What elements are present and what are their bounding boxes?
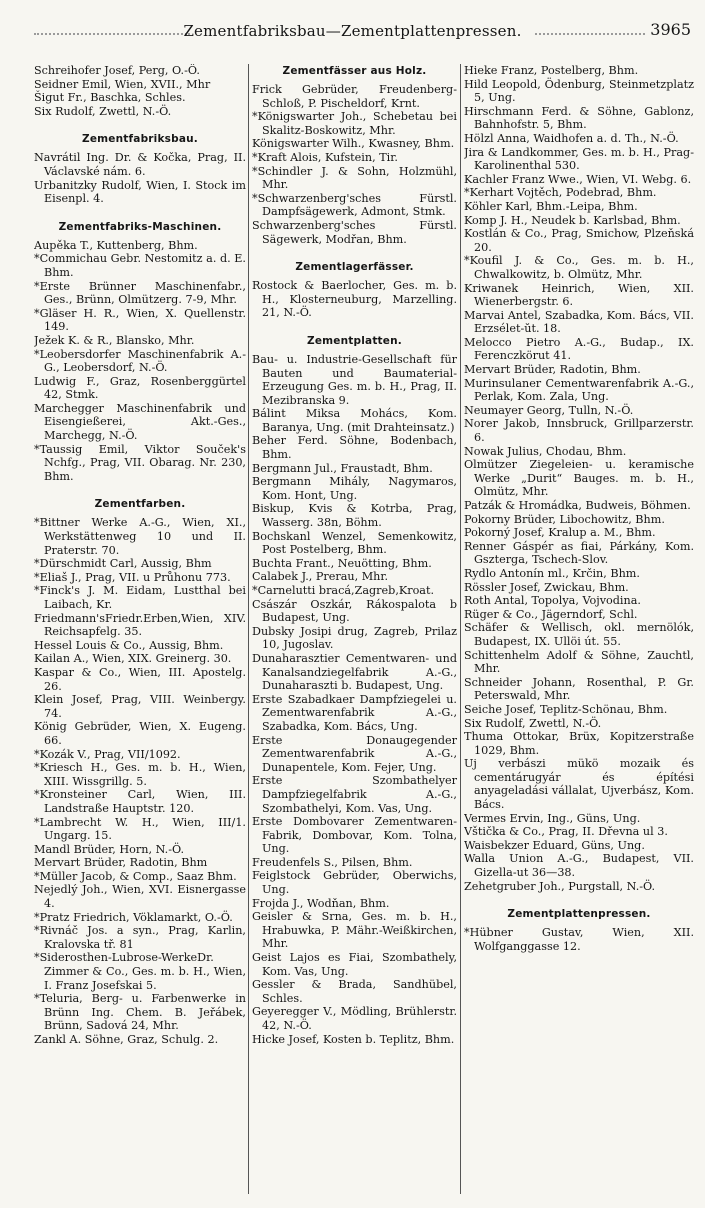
directory-entry: *Dürschmidt Carl, Aussig, Bhm: [34, 557, 212, 571]
column-1: [34, 64, 246, 1200]
column-3: [464, 64, 694, 1200]
section-heading: Zementplattenpressen.: [507, 908, 651, 921]
directory-entry: Norer Jakob, Innsbruck, Grillparzerstr. 6.: [464, 417, 694, 445]
directory-entry: Erste Szabadkaer Dampfziegelei u. Zementwarenfabrik A.-G., Szabadka, Kom. Bács, Ung.: [252, 692, 457, 733]
section-heading: Zementfässer aus Holz.: [282, 65, 427, 77]
directory-entry: *Schwarzenberg'sches Fürstl. Dampfsägewerk, Admont, Stmk.: [252, 191, 457, 219]
directory-entry: Pokorný Josef, Kralup a. M., Bhm.: [464, 526, 656, 540]
directory-entry: Neumayer Georg, Tulln, N.-Ö.: [464, 403, 634, 417]
directory-entry: Seiche Josef, Teplitz-Schönau, Bhm.: [464, 702, 668, 716]
directory-entry: Waisbekzer Eduard, Güns, Ung.: [464, 838, 645, 852]
directory-entry: Frick Gebrüder, Freudenberg-Schloß, P. Pischeldorf, Krnt.: [252, 83, 457, 110]
directory-entry: Olmützer Ziegeleien- u. keramische Werke „Durit“ Bauges. m. b. H., Olmütz, Mhr.: [464, 458, 694, 499]
directory-entry: Bochskanl Wenzel, Semenkowitz, Post Postelberg, Bhm.: [252, 529, 457, 557]
directory-entry: Frojda J., Wodňan, Bhm.: [252, 896, 390, 910]
directory-entry: Thuma Ottokar, Brüx, Kopitzerstraße 1029, Bhm.: [464, 730, 694, 757]
directory-entry: Ludwig F., Graz, Rosenberggürtel 42, Stmk.: [34, 374, 246, 402]
directory-entry: Marchegger Maschinenfabrik und Eisengießerei, Akt.-Ges., Marchegg, N.-Ö.: [34, 401, 246, 443]
directory-entry: Rössler Josef, Zwickau, Bhm.: [464, 580, 629, 594]
directory-entry: Dunaharasztier Cementwaren- und Kanalsandziegelfabrik A.-G., Dunaharaszti b. Budapest, Ung.: [252, 651, 457, 693]
directory-entry: Császár Oszkár, Rákospalota b Budapest, Ung.: [252, 597, 457, 625]
directory-entry: Vermes Ervin, Ing., Güns, Ung.: [464, 811, 641, 825]
directory-entry: Hicke Josef, Kosten b. Teplitz, Bhm.: [252, 1032, 455, 1046]
section-heading: Zementfarben.: [94, 498, 186, 511]
page-number: 3965: [650, 20, 691, 39]
directory-entry: *Leobersdorfer Maschinenfabrik A.-G., Leobersdorf, N.-Ö.: [34, 347, 246, 375]
directory-entry: Walla Union A.-G., Budapest, VII. Gizella-ut 36—38.: [464, 852, 694, 880]
directory-entry: *Königswarter Joh., Schebetau bei Skalitz-Boskowitz, Mhr.: [252, 110, 457, 137]
section-heading: Zementlagerfässer.: [295, 261, 414, 274]
directory-entry: Six Rudolf, Zwettl, N.-Ö.: [464, 716, 602, 730]
directory-entry: Schittenhelm Adolf & Söhne, Zauchtl, Mhr.: [464, 648, 694, 676]
directory-entry: *Kozák V., Prag, VII/1092.: [34, 747, 181, 761]
directory-entry: Pokorny Brüder, Libochowitz, Bhm.: [464, 512, 665, 526]
directory-entry: Bálint Miksa Mohács, Kom. Baranya, Ung. (mit Drahteinsatz.): [252, 407, 457, 434]
directory-entry: Köhler Karl, Bhm.-Leipa, Bhm.: [464, 199, 638, 213]
directory-entry: Schneider Johann, Rosenthal, P. Gr. Peterswald, Mhr.: [464, 675, 694, 703]
directory-entry: Patzák & Hromádka, Budweis, Böhmen.: [464, 499, 691, 512]
directory-entry: Mervart Brüder, Radotin, Bhm: [34, 856, 208, 870]
directory-entry: *Müller Jacob, & Comp., Saaz Bhm.: [34, 869, 237, 883]
directory-entry: Renner Gáspér as fiai, Párkány, Kom. Gszterga, Tschech-Slov.: [464, 539, 694, 567]
directory-entry: Kachler Franz Wwe., Wien, VI. Webg. 6.: [464, 172, 692, 186]
directory-entry: Melocco Pietro A.-G., Budap., IX. Ferenczkörut 41.: [464, 335, 694, 363]
directory-entry: Feiglstock Gebrüder, Oberwichs, Ung.: [252, 869, 457, 897]
directory-entry: *Rivnáč Jos. a syn., Prag, Karlin, Kralovska tř. 81: [34, 924, 246, 951]
directory-entry: Geist Lajos es Fiai, Szombathely, Kom. Vas, Ung.: [252, 951, 457, 978]
directory-entry: Uj verbászi mükö mozaik és cementárugyár és építési anyageladási vállalat, Ujverbász, Kom. Bács.: [464, 757, 694, 812]
directory-entry: Navrátil Ing. Dr. & Kočka, Prag, II. Václavské nám. 6.: [34, 151, 246, 178]
directory-entry: Zehetgruber Joh., Purgstall, N.-Ö.: [464, 879, 656, 893]
directory-entry: *Bittner Werke A.-G., Wien, XI., Werkstättenweg 10 und II. Praterstr. 70.: [34, 516, 246, 557]
directory-entry: Hieke Franz, Postelberg, Bhm.: [464, 64, 639, 77]
directory-entry: Erste Dombovarer Zementwaren-Fabrik, Dombovar, Kom. Tolna, Ung.: [252, 815, 457, 856]
page-title: Zementfabriksbau—Zementplattenpressen.: [183, 22, 522, 40]
directory-entry: Erste Szombathelyer Dampfziegelfabrik A.-G., Szombathelyi, Kom. Vas, Ung.: [252, 774, 457, 815]
directory-entry: Nowak Julius, Chodau, Bhm.: [464, 444, 627, 458]
directory-entry: *Schindler J. & Sohn, Holzmühl, Mhr.: [252, 164, 457, 192]
directory-entry: Beher Ferd. Söhne, Bodenbach, Bhm.: [252, 434, 457, 462]
directory-entry: *Kraft Alois, Kufstein, Tir.: [252, 150, 398, 164]
directory-entry: Buchta Frant., Neuötting, Bhm.: [252, 556, 432, 570]
directory-entry: *Siderosthen-Lubrose-WerkeDr. Zimmer & Co., Ges. m. b. H., Wien, I. Franz Josefskai 5.: [34, 951, 246, 992]
directory-entry: Schäfer & Wellisch, okl. mernölók, Budapest, IX. Ullöi út. 55.: [464, 621, 694, 648]
directory-entry: Erste Donaugegender Zementwarenfabrik A.-G., Dunapentele, Kom. Fejer, Ung.: [252, 733, 457, 774]
directory-entry: Friedmann'sFriedr.Erben,Wien, XIV. Reichsapfelg. 35.: [34, 611, 246, 639]
directory-entry: *Kriesch H., Ges. m. b. H., Wien, XIII. Wissgrillg. 5.: [34, 761, 246, 788]
directory-entry: Ježek K. & R., Blansko, Mhr.: [34, 333, 195, 347]
directory-entry: *Eliaš J., Prag, VII. u Průhonu 773.: [34, 570, 231, 584]
directory-entry: *Commichau Gebr. Nestomitz a. d. E. Bhm.: [34, 252, 246, 279]
directory-entry: Kaspar & Co., Wien, III. Apostelg. 26.: [34, 665, 246, 693]
directory-entry: König Gebrüder, Wien, X. Eugeng. 66.: [34, 720, 246, 747]
directory-entry: Rydlo Antonín ml., Krčin, Bhm.: [464, 566, 640, 580]
directory-entry: Seidner Emil, Wien, XVII., Mhr: [34, 77, 211, 91]
directory-entry: Kailan A., Wien, XIX. Greinerg. 30.: [34, 652, 232, 666]
directory-entry: Geisler & Srna, Ges. m. b. H., Hrabuwka, P. Mähr.-Weißkirchen, Mhr.: [252, 910, 457, 951]
directory-entry: Šigut Fr., Baschka, Schles.: [34, 91, 186, 105]
directory-entry: Roth Antal, Topolya, Vojvodina.: [464, 594, 641, 608]
directory-entry: Dubsky Josipi drug, Zagreb, Prilaz 10, Jugoslav.: [252, 624, 457, 652]
directory-entry: Mandl Brüder, Horn, N.-Ö.: [34, 842, 185, 856]
directory-entry: Rüger & Co., Jägerndorf, Schl.: [464, 607, 638, 621]
directory-entry: Murinsulaner Cementwarenfabrik A.-G., Perlak, Kom. Zala, Ung.: [464, 376, 694, 404]
directory-entry: Komp J. H., Neudek b. Karlsbad, Bhm.: [464, 213, 681, 227]
section-heading: Zementplatten.: [307, 334, 402, 347]
directory-entry: Rostock & Baerlocher, Ges. m. b. H., Klosterneuburg, Marzelling. 21, N.-Ö.: [252, 279, 457, 320]
directory-entry: *Pratz Friedrich, Vöklamarkt, O.-Ö.: [34, 910, 233, 924]
directory-entry: Kostlán & Co., Prag, Smichow, Plzeňská 20.: [464, 227, 694, 254]
column-2: [252, 64, 457, 1200]
directory-entry: *Teluria, Berg- u. Farbenwerke in Brünn Ing. Chem. B. Jeřábek, Brünn, Sadová 24, Mhr.: [34, 992, 246, 1033]
directory-entry: Bergmann Jul., Fraustadt, Bhm.: [252, 461, 433, 475]
directory-entry: Mervart Brüder, Radotin, Bhm.: [464, 363, 641, 377]
directory-entry: Schreihofer Josef, Perg, O.-Ö.: [34, 64, 200, 77]
directory-entry: Hild Leopold, Ödenburg, Steinmetzplatz 5, Ung.: [464, 77, 694, 105]
directory-entry: *Taussig Emil, Viktor Souček's Nchfg., Prag, VII. Obarag. Nr. 230, Bhm.: [34, 442, 246, 483]
directory-entry: Hessel Louis & Co., Aussig, Bhm.: [34, 638, 224, 652]
directory-entry: *Gläser H. R., Wien, X. Quellenstr. 149.: [34, 306, 246, 334]
directory-entry: Nejedlý Joh., Wien, XVI. Eisnergasse 4.: [34, 883, 246, 911]
directory-entry: *Koufil J. & Co., Ges. m. b. H., Chwalkowitz, b. Olmütz, Mhr.: [464, 254, 694, 281]
header-leader-right: [535, 33, 645, 35]
directory-entry: Calabek J., Prerau, Mhr.: [252, 570, 389, 584]
directory-entry: Hölzl Anna, Waidhofen a. d. Th., N.-Ö.: [464, 131, 679, 145]
directory-entry: *Hübner Gustav, Wien, XII. Wolfganggasse 12.: [464, 926, 694, 953]
directory-entry: Zankl A. Söhne, Graz, Schulg. 2.: [34, 1033, 219, 1046]
directory-entry: Kriwanek Heinrich, Wien, XII. Wienerbergstr. 6.: [464, 281, 694, 309]
section-heading: Zementfabriksbau.: [82, 133, 198, 146]
directory-entry: Six Rudolf, Zwettl, N.-Ö.: [34, 104, 172, 118]
directory-entry: Aupěka T., Kuttenberg, Bhm.: [34, 238, 198, 252]
directory-entry: Jira & Landkommer, Ges. m. b. H., Prag-Karolinenthal 530.: [464, 145, 694, 173]
directory-entry: Urbanitzky Rudolf, Wien, I. Stock im Eisenpl. 4.: [34, 178, 246, 206]
directory-entry: *Carnelutti bracá,Zagreb,Kroat.: [252, 584, 435, 597]
directory-entry: Gessler & Brada, Sandhübel, Schles.: [252, 978, 457, 1005]
directory-entry: *Lambrecht W. H., Wien, III/1. Ungarg. 15.: [34, 815, 246, 843]
directory-entry: Klein Josef, Prag, VIII. Weinbergy. 74.: [34, 693, 246, 720]
directory-entry: Marvai Antel, Szabadka, Kom. Bács, VII. Erzsélet-ŭt. 18.: [464, 308, 694, 336]
directory-entry: Schwarzenberg'sches Fürstl. Sägewerk, Modřan, Bhm.: [252, 218, 457, 246]
directory-entry: *Kerhart Vojtěch, Podebrad, Bhm.: [464, 186, 657, 200]
directory-entry: *Finck's J. M. Eidam, Lustthal bei Laibach, Kr.: [34, 584, 246, 611]
directory-entry: Freudenfels S., Pilsen, Bhm.: [252, 855, 413, 869]
directory-entry: Geyeregger V., Mödling, Brühlerstr. 42, N.-Ö.: [252, 1005, 457, 1032]
section-heading: Zementfabriks-Maschinen.: [58, 220, 222, 233]
column-rule-right: [460, 64, 461, 1194]
directory-entry: *Kronsteiner Carl, Wien, III. Landstraße Hauptstr. 120.: [34, 788, 246, 815]
directory-entry: Biskup, Kvis & Kotrba, Prag, Wasserg. 38n, Böhm.: [252, 502, 457, 530]
directory-entry: Vštička & Co., Prag, II. Dřevna ul 3.: [464, 825, 668, 839]
directory-entry: *Erste Brünner Maschinenfabr., Ges., Brünn, Olmützerg. 7-9, Mhr.: [34, 279, 246, 307]
directory-entry: Hirschmann Ferd. & Söhne, Gablonz, Bahnhofstr. 5, Bhm.: [464, 104, 694, 132]
directory-entry: Königswarter Wilh., Kwasney, Bhm.: [252, 137, 455, 151]
directory-entry: Bau- u. Industrie-Gesellschaft für Bauten und Baumaterial-Erzeugung Ges. m. b. H., Prag, II. Mezibranska 9.: [252, 352, 457, 407]
column-rule-left: [248, 64, 249, 1194]
directory-entry: Bergmann Mihály, Nagymaros, Kom. Hont, Ung.: [252, 475, 457, 502]
page-header: [0, 22, 705, 48]
